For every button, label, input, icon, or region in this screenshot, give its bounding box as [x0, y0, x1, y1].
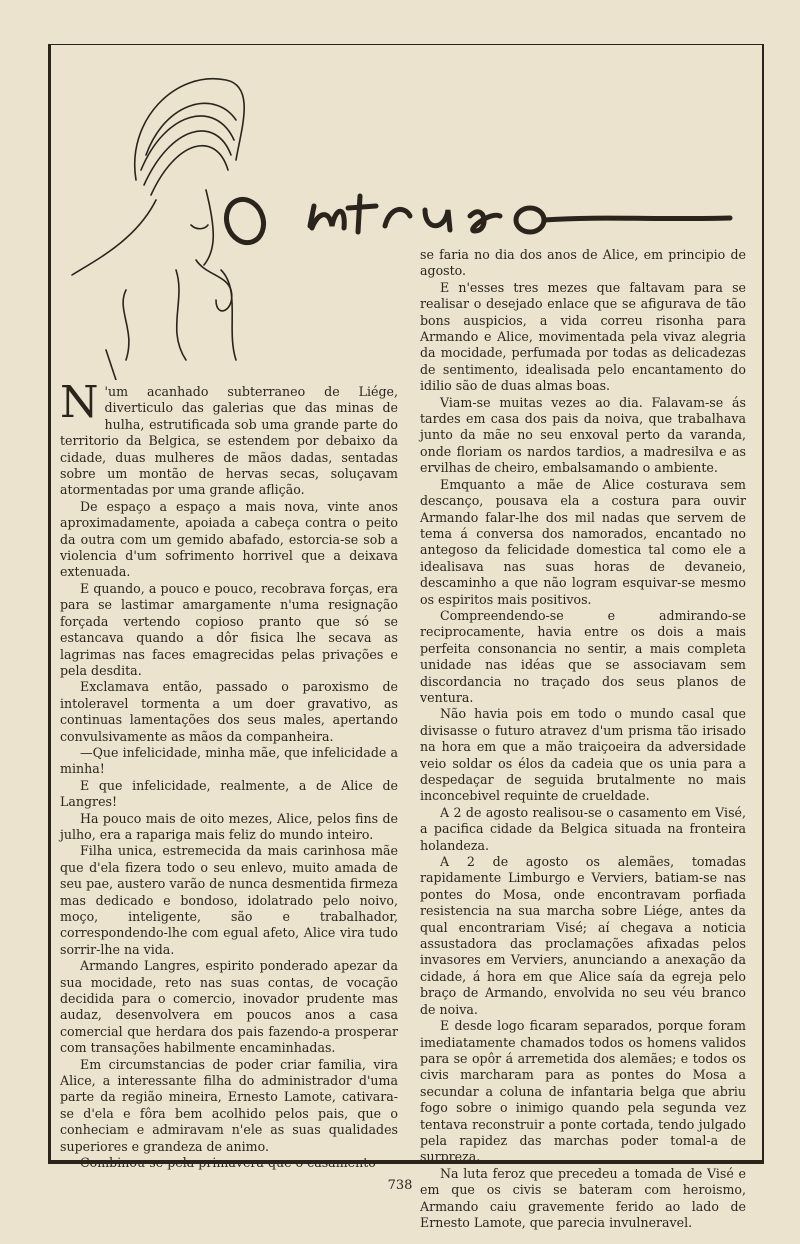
paragraph: Compreendendo-se e admirando-se reciprocamente, havia entre os dois a mais perfeita consonancia no sentir, a mais completa unidade nas idéas que se associavam sem discordancia no traçado dos seus planos de ventura.: [420, 607, 746, 705]
paragraph: se faria no dia dos anos de Alice, em principio de agosto.: [420, 247, 746, 279]
paragraph: Na luta feroz que precedeu a tomada de Visé e em que os civis se bateram com heroismo, Armando caiu gravemente ferido ao lado de Ernesto Lamote, que parecia invulneravel.: [420, 1165, 746, 1230]
paragraph: Viam-se muitas vezes ao dia. Falavam-se ás tardes em casa dos pais da noiva, que trabalhava junto da mãe no seu enxoval perto da varanda, onde floriam os nardos tardios, a madresilva e as ervilhas de cheiro, embalsamando o ambiente.: [420, 394, 746, 476]
page-number: 738: [387, 1178, 413, 1193]
paragraph: Em circumstancias de poder criar familia, vira Alice, a interessante filha do administrador d'uma parte da região mineira, Ernesto Lamote, cativara-se d'ela e fôra bem acolhido pelos pais, que o conheciam e admiravam n'ele as suas qualidades superiores e grandeza de animo.: [60, 1056, 398, 1154]
paragraph: —Que infelicidade, minha mãe, que infelicidade a minha!: [60, 744, 398, 777]
paragraph: Não havia pois em todo o mundo casal que divisasse o futuro atravez d'um prisma tão irisado na hora em que a mão traiçoeira da adversidade veio soldar os élos da cadeia que os unia para a despedaçar de seguida brutalmente no mais inconcebivel requinte de crueldade.: [420, 706, 746, 804]
paragraph: Combinou-se pela primavera que o casamento: [80, 1155, 376, 1171]
dropcap: N: [60, 377, 99, 428]
paragraph: Emquanto a mãe de Alice costurava sem descanço, pousava ela a costura para ouvir Armando falar-lhe dos mil nadas que servem de tema á conversa dos namorados, encantado no antegoso da felicidade domestica tal como ele a idealisava nas suas horas de devaneio, descaminho a que não logram esquivar-se mesmo os espiritos mais positivos.: [420, 476, 746, 607]
paragraph: E quando, a pouco e pouco, recobrava forças, era para se lastimar amargamente n'uma resignação forçada vertendo copioso pranto que só se estancava quando a dôr fisica lhe secava as lagrimas nas faces emagrecidas pelas privações e pela desdita.: [60, 580, 398, 678]
first-paragraph: N 'um acanhado subterraneo de Liége, diverticulo das galerias que das minas de hulha, estrutificada sob uma grande parte do territorio da Belgica, se estendem por debaixo da cidade, duas mulheres de mãos dadas, sentadas sobre um montão de hervas secas, soluçavam atormentadas por uma grande aflição.: [60, 377, 398, 498]
paragraph: A 2 de agosto realisou-se o casamento em Visé, a pacifica cidade da Belgica situada na fronteira holandeza.: [420, 804, 746, 853]
paragraph: E desde logo ficaram separados, porque foram imediatamente chamados todos os homens validos para se opôr á arremetida dos alemães; e todos os civis marcharam para as pontes do Mosa a secundar a coluna de infantaria belga que abriu fogo sobre o inimigo quando pela segunda vez tentava reconstruir a ponte cortada, tendo julgado pela rapidez das marchas poder tomal-a de surpreza.: [420, 1018, 746, 1165]
paragraph: Exclamava então, passado o paroxismo de intoleravel tormenta a um doer gravativo, as continuas lamentações dos seus males, apertando convulsivamente as mãos da companheira.: [60, 679, 398, 744]
left-column: [60, 377, 398, 1172]
paragraph: Armando Langres, espirito ponderado apezar da sua mocidade, reto nas suas contas, de vocação decidida para o comercio, inovador prudente mas audaz, desenvolvera em poucos anos a casa comercial que herdara dos pais fazendo-a prosperar com transações habilmente encaminhadas.: [60, 958, 398, 1056]
title-lettering: [220, 176, 760, 256]
paragraph: Ha pouco mais de oito mezes, Alice, pelos fins de julho, era a rapariga mais feliz do mundo inteiro.: [60, 810, 398, 842]
paragraph: De espaço a espaço a mais nova, vinte anos aproximadamente, apoiada a cabeça contra o peito da outra com um gemido abafado, estorcia-se sob a violencia d'um sofrimento horrivel que a deixava extenuada.: [60, 498, 398, 580]
right-column: [420, 247, 746, 1231]
paragraph: Filha unica, estremecida da mais carinhosa mãe que d'ela fizera todo o seu enlevo, muito amada de seu pae, austero varão de nunca desmentida firmeza mas dedicado e bondoso, idolatrado pelo noivo, moço, inteligente, são e trabalhador, correspondendo-lhe com egual afeto, Alice vira tudo sorrir-lhe na vida.: [60, 843, 398, 957]
paragraph: E que infelicidade, realmente, a de Alice de Langres!: [60, 777, 398, 810]
paragraph: A 2 de agosto os alemães, tomadas rapidamente Limburgo e Verviers, batiam-se nas pontes do Mosa, onde encontravam porfiada resistencia na sua marcha sobre Liége, antes da qual encontrariam Visé; aí chegava a noticia assustadora das proclamações afixadas pelos invasores em Verviers, anunciando a anexação da cidade, á hora em que Alice saía da egreja pelo braço de Armando, envolvida no seu véu branco de noiva.: [420, 854, 746, 1017]
paragraph: E n'esses tres mezes que faltavam para se realisar o desejado enlace que se afigurava de tão bons auspicios, a vida correu risonha para Armando e Alice, movimentada pela vivaz alegria da mocidade, perfumada por todas as delicadezas de sentimento, idealisada pelo encantamento do idilio são de duas almas boas.: [420, 279, 746, 394]
